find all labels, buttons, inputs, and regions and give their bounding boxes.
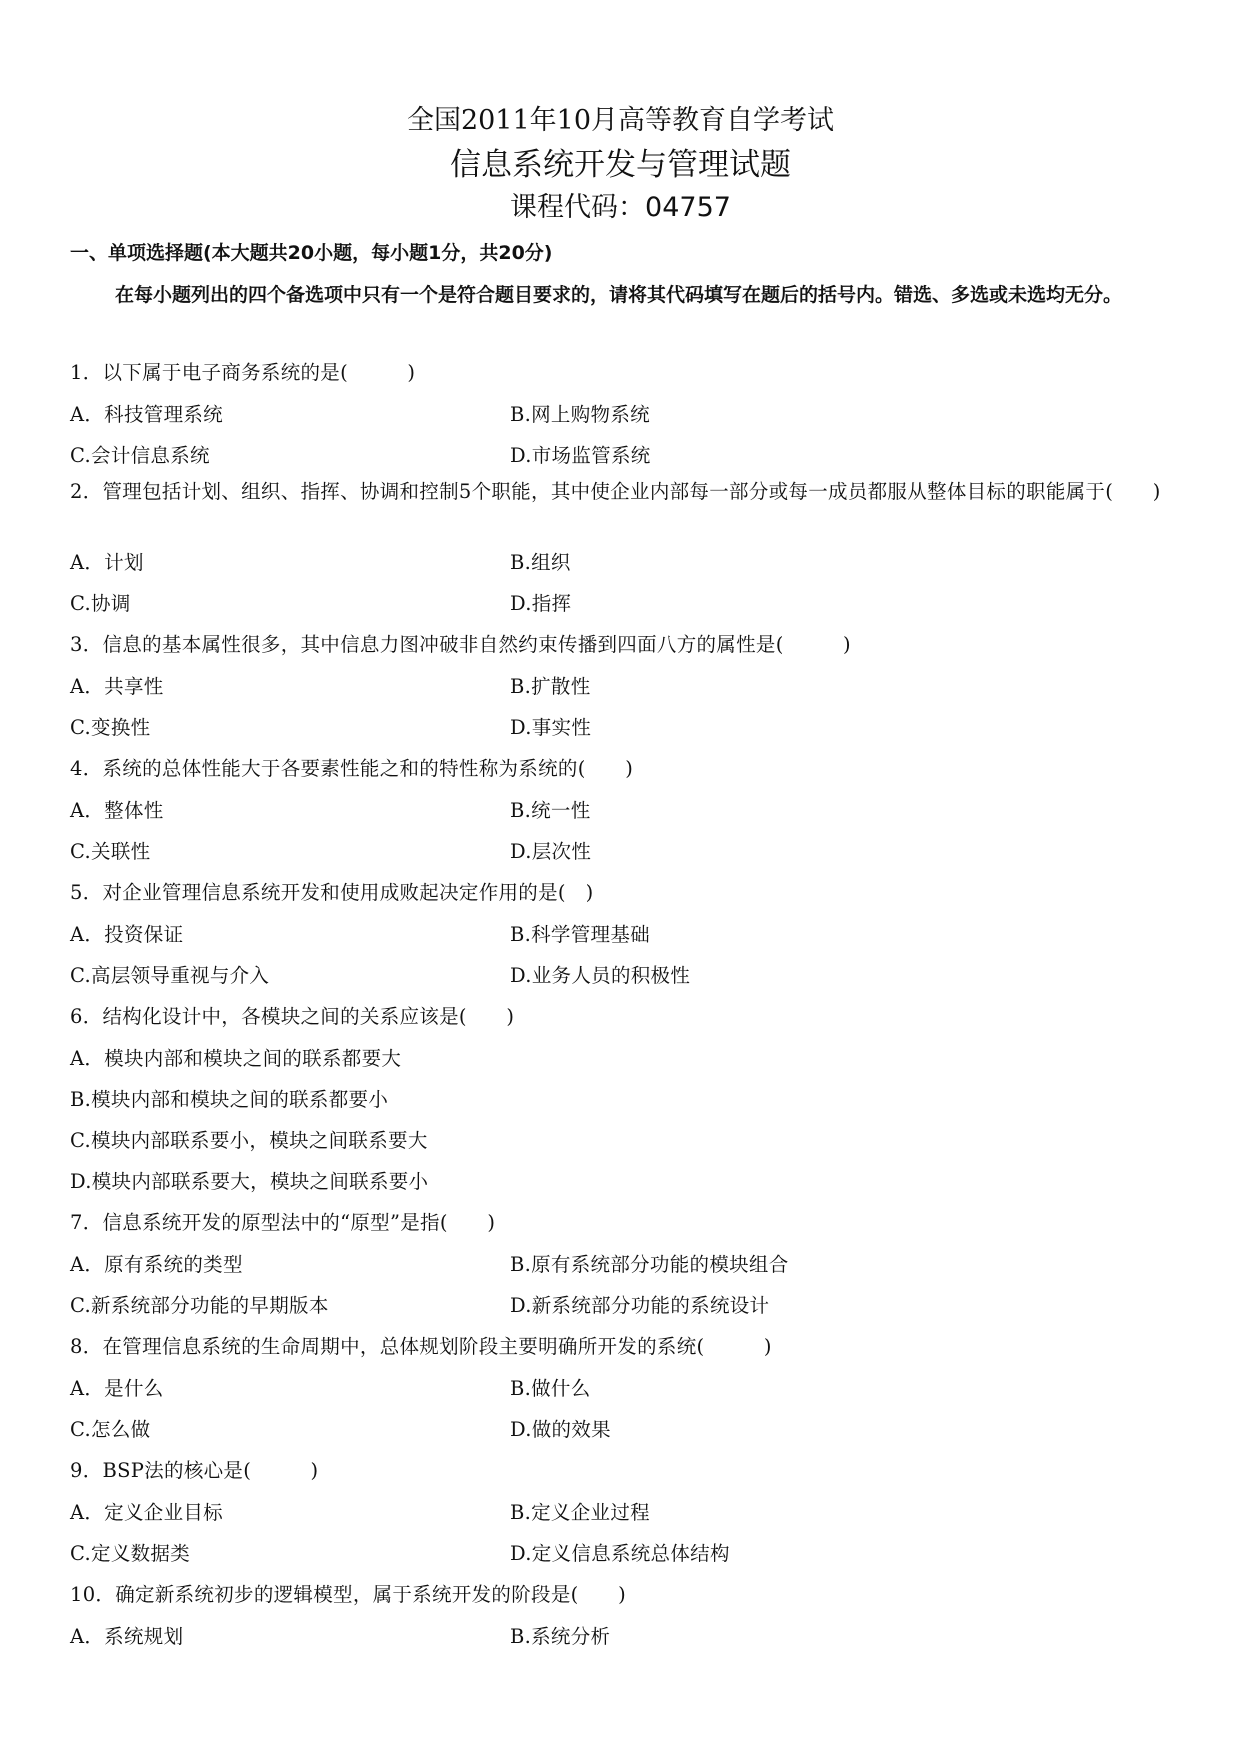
option-a: A．系统规划 [70,1625,184,1648]
option-c: C.模块内部联系要小，模块之间联系要大 [70,1129,428,1152]
section-title: 一、单项选择题(本大题共20小题，每小题1分，共20分) [70,242,553,264]
option-b: B.统一性 [510,799,591,822]
option-d: D.业务人员的积极性 [510,964,691,987]
option-a: A．科技管理系统 [70,403,223,426]
option-a: A．是什么 [70,1377,164,1400]
option-d: D.新系统部分功能的系统设计 [510,1294,770,1317]
option-b: B.模块内部和模块之间的联系都要小 [70,1088,389,1111]
option-d: D.指挥 [510,592,572,615]
option-c: C.定义数据类 [70,1542,191,1565]
option-b: B.定义企业过程 [510,1501,650,1524]
option-b: B.网上购物系统 [510,403,650,426]
option-a: A．投资保证 [70,923,184,946]
option-b: B.组织 [510,551,571,574]
option-d: D.市场监管系统 [510,444,651,467]
course-code: 课程代码：04757 [510,192,731,223]
option-a: A．模块内部和模块之间的联系都要大 [70,1047,402,1070]
option-a: A．整体性 [70,799,164,822]
question-stem: 2．管理包括计划、组织、指挥、协调和控制5个职能，其中使企业内部每一部分或每一成员都服从整体目标的职能属于( ) [70,480,1161,503]
option-c: C.协调 [70,592,131,615]
option-c: C.关联性 [70,840,151,863]
option-d: D.事实性 [510,716,592,739]
option-d: D.定义信息系统总体结构 [510,1542,730,1565]
question-stem: 7．信息系统开发的原型法中的“原型”是指( ) [70,1211,496,1234]
exam-heading: 全国2011年10月高等教育自学考试 [406,105,835,136]
option-d: D.层次性 [510,840,592,863]
question-stem: 1．以下属于电子商务系统的是( ) [70,361,416,384]
option-c: C.怎么做 [70,1418,151,1441]
option-b: B.扩散性 [510,675,591,698]
option-c: C.新系统部分功能的早期版本 [70,1294,329,1317]
option-a: A．计划 [70,551,144,574]
question-stem: 3．信息的基本属性很多，其中信息力图冲破非自然约束传播到四面八方的属性是( ) [70,633,851,656]
option-c: C.高层领导重视与介入 [70,964,270,987]
option-a: A．定义企业目标 [70,1501,223,1524]
option-b: B.系统分析 [510,1625,611,1648]
option-a: A．共享性 [70,675,164,698]
option-c: C.会计信息系统 [70,444,210,467]
option-c: C.变换性 [70,716,151,739]
option-d: D.模块内部联系要大，模块之间联系要小 [70,1170,429,1193]
question-stem: 4．系统的总体性能大于各要素性能之和的特性称为系统的( ) [70,757,634,780]
question-stem: 6．结构化设计中，各模块之间的关系应该是( ) [70,1005,515,1028]
question-stem: 9．BSP法的核心是( ) [70,1459,319,1482]
question-stem: 10．确定新系统初步的逻辑模型，属于系统开发的阶段是( ) [70,1583,627,1606]
option-b: B.做什么 [510,1377,591,1400]
question-stem: 5．对企业管理信息系统开发和使用成败起决定作用的是( ) [70,881,594,904]
question-stem: 8．在管理信息系统的生命周期中，总体规划阶段主要明确所开发的系统( ) [70,1335,772,1358]
option-a: A．原有系统的类型 [70,1253,243,1276]
option-d: D.做的效果 [510,1418,611,1441]
section-instructions: 在每小题列出的四个备选项中只有一个是符合题目要求的，请将其代码填写在题后的括号内。错选、多选或未选均无分。 [115,284,1123,306]
exam-title: 信息系统开发与管理试题 [450,147,791,183]
option-b: B.原有系统部分功能的模块组合 [510,1253,789,1276]
option-b: B.科学管理基础 [510,923,650,946]
